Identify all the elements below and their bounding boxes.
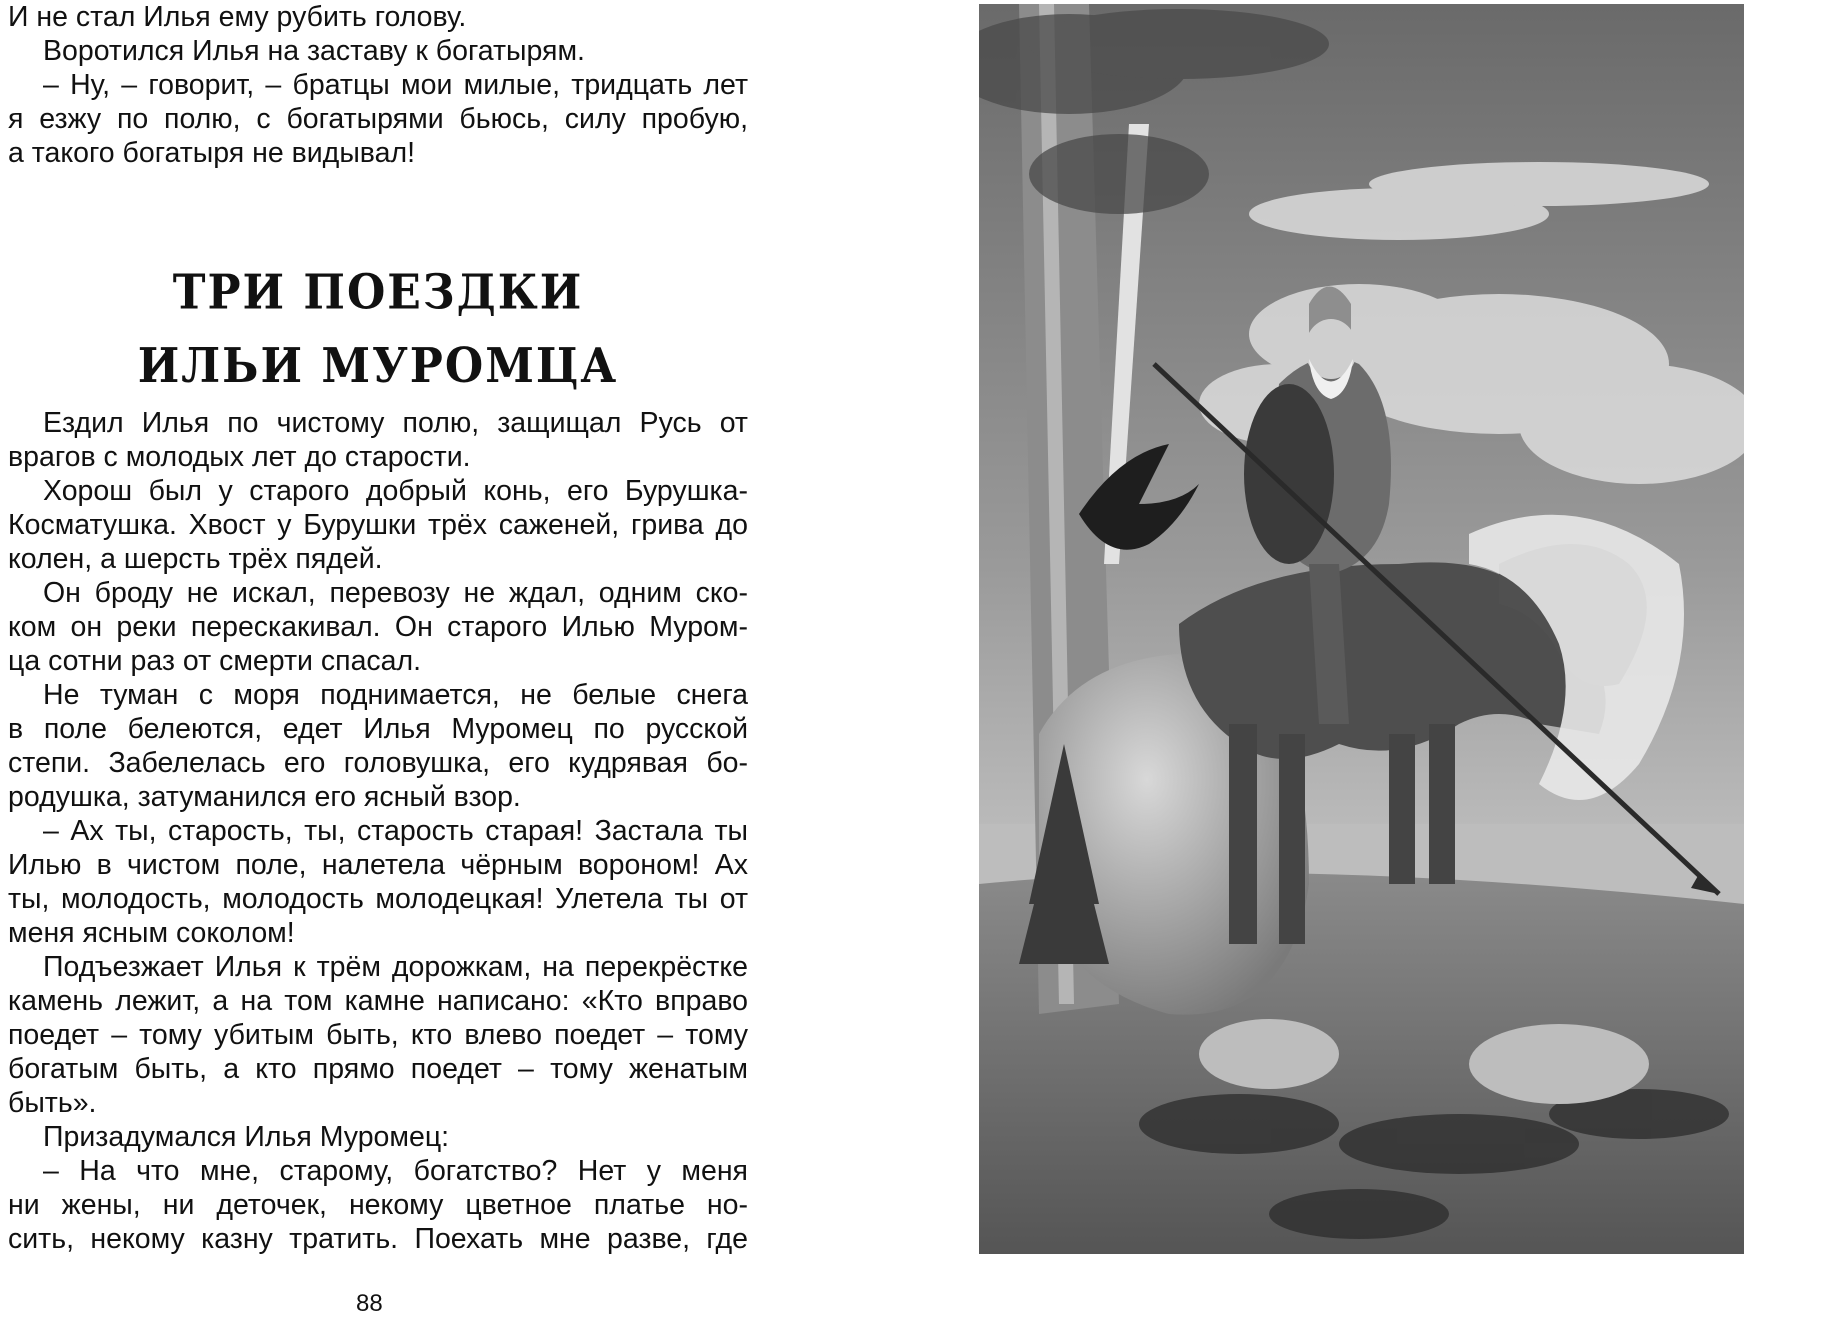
text-line: Илью в чистом поле, налетела чёрным вороном! Ах <box>8 849 748 881</box>
text-line: Не туман с моря поднимается, не белые снега <box>43 679 748 711</box>
text-line: – На что мне, старому, богатство? Нет у меня <box>43 1155 748 1187</box>
text-line: быть». <box>8 1087 97 1119</box>
text-line: степи. Забелелась его головушка, его кудрявая бо- <box>8 747 748 779</box>
illustration-knight-on-horse <box>979 4 1744 1254</box>
text-line: в поле белеются, едет Илья Муромец по русской <box>8 713 748 745</box>
text-line: ты, молодость, молодость молодецкая! Улетела ты от <box>8 883 748 915</box>
text-line: врагов с молодых лет до старости. <box>8 441 471 473</box>
chapter-title-line: ИЛЬИ МУРОМЦА <box>137 338 619 394</box>
page-number: 88 <box>356 1290 383 1317</box>
text-line: Ездил Илья по чистому полю, защищал Русь от <box>43 407 748 439</box>
text-line: родушка, затуманился его ясный взор. <box>8 781 521 813</box>
text-line: богатым быть, а кто прямо поедет – тому женатым <box>8 1053 748 1085</box>
text-line: камень лежит, а на том камне написано: «Кто вправо <box>8 985 748 1017</box>
story-body <box>8 406 748 1256</box>
text-line: – Ах ты, старость, ты, старость старая! Застала ты <box>43 815 748 847</box>
text-line: Хорош был у старого добрый конь, его Бурушка- <box>43 475 748 507</box>
text-line: Он броду не искал, перевозу не ждал, одним ско- <box>43 577 748 609</box>
text-line: ни жены, ни деточек, некому цветное платье но- <box>8 1189 748 1221</box>
text-line: колен, а шерсть трёх пядей. <box>8 543 383 575</box>
text-line: – Ну, – говорит, – братцы мои милые, тридцать лет <box>43 69 748 101</box>
text-line: Подъезжает Илья к трём дорожкам, на перекрёстке <box>43 951 748 983</box>
text-line: ца сотни раз от смерти спасал. <box>8 645 422 677</box>
text-line: Косматушка. Хвост у Бурушки трёх саженей, грива до <box>8 509 748 541</box>
chapter-title-line: ТРИ ПОЕЗДКИ <box>172 265 584 321</box>
chapter-title <box>8 257 748 404</box>
text-line: Воротился Илья на заставу к богатырям. <box>43 35 585 67</box>
text-line: И не стал Илья ему рубить голову. <box>8 1 467 33</box>
text-line: ком он реки перескакивал. Он старого Илью Муром- <box>8 611 748 643</box>
text-line: я езжу по полю, с богатырями бьюсь, силу пробую, <box>8 103 748 135</box>
text-line: сить, некому казну тратить. Поехать мне разве, где <box>8 1223 748 1255</box>
text-line: Призадумался Илья Муромец: <box>43 1121 450 1153</box>
preceding-story-ending <box>8 0 748 170</box>
text-line: а такого богатыря не видывал! <box>8 137 416 169</box>
text-line: поедет – тому убитым быть, кто влево поедет – тому <box>8 1019 748 1051</box>
text-line: меня ясным соколом! <box>8 917 295 949</box>
